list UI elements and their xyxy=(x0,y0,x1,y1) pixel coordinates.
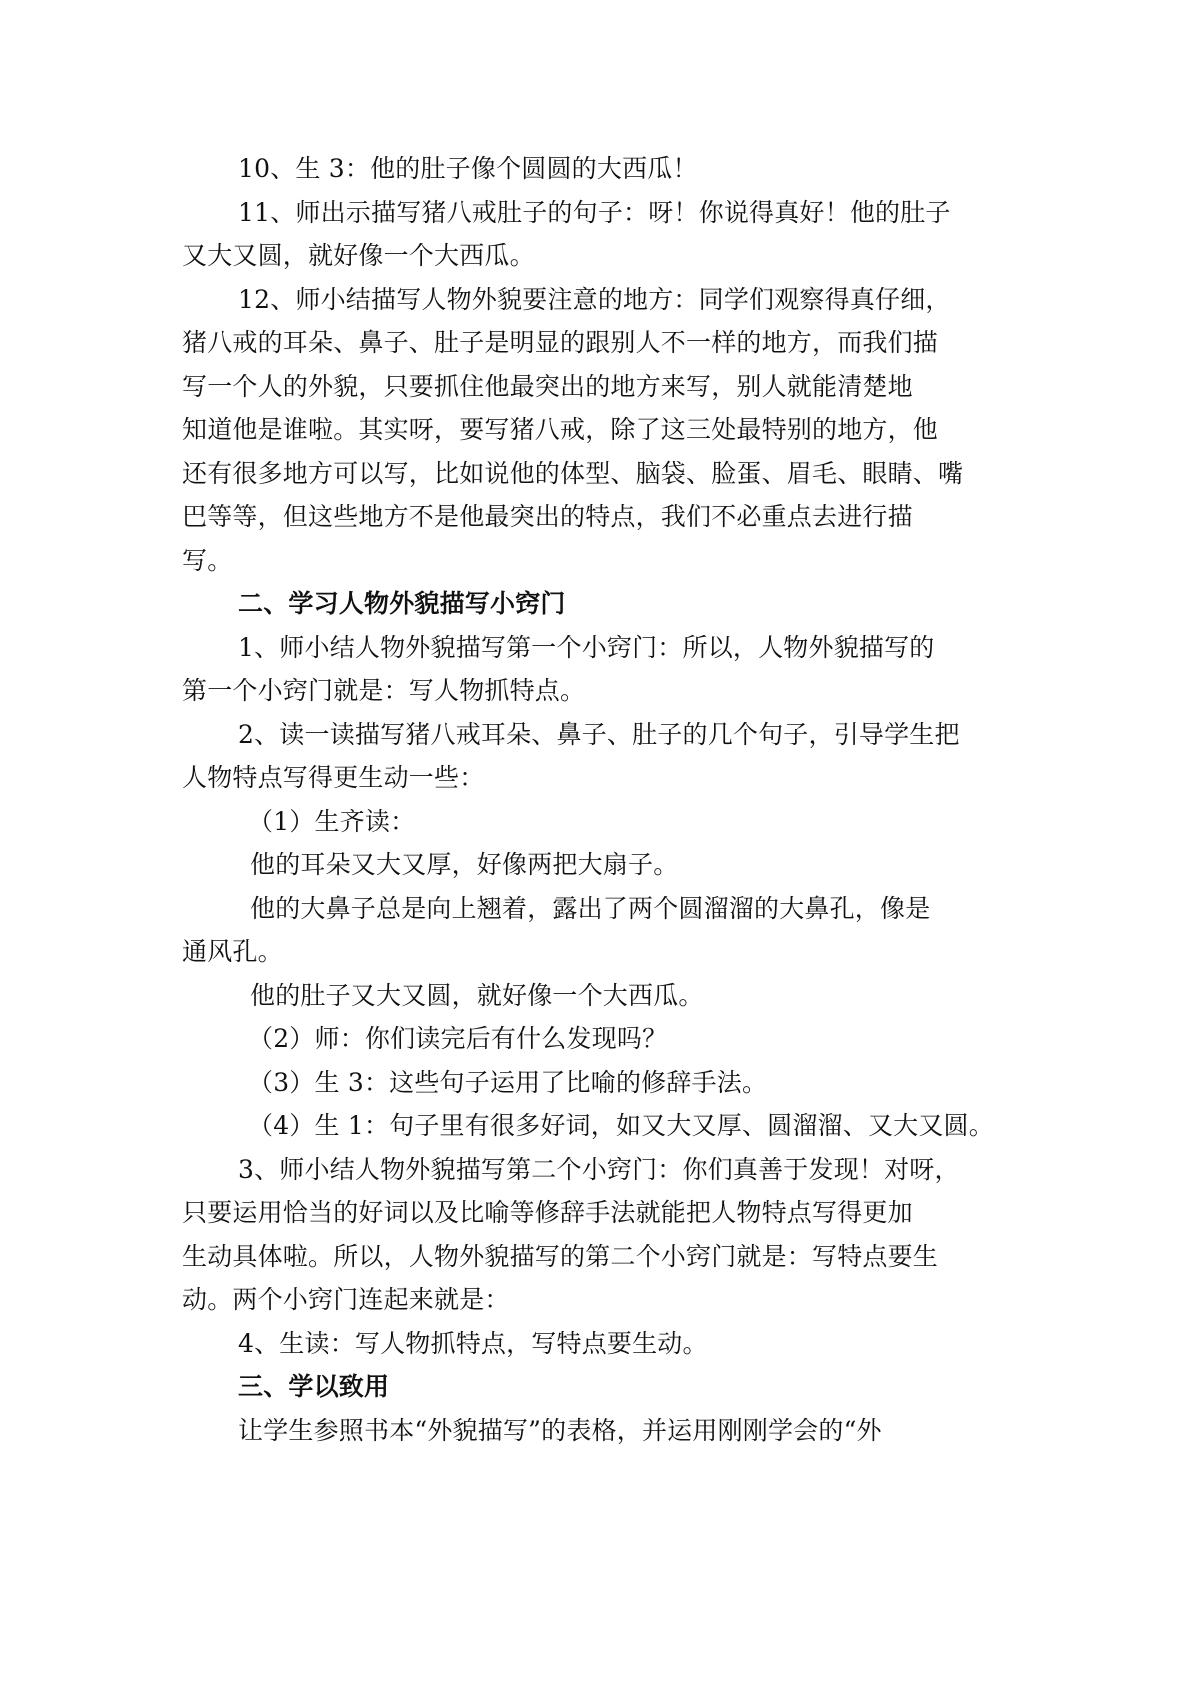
text-line: 他的大鼻子总是向上翘着，露出了两个圆溜溜的大鼻孔，像是 xyxy=(250,894,931,923)
text-line: 动。两个小窍门连起来就是： xyxy=(182,1285,510,1314)
section-heading: 三、学以致用 xyxy=(238,1372,390,1401)
text-line: 生动具体啦。所以，人物外貌描写的第二个小窍门就是：写特点要生 xyxy=(182,1242,939,1271)
text-line: 通风孔。 xyxy=(182,937,283,966)
text-line: 写。 xyxy=(182,546,233,575)
text-line: 猪八戒的耳朵、鼻子、肚子是明显的跟别人不一样的地方，而我们描 xyxy=(182,328,939,357)
text-line: 又大又圆，就好像一个大西瓜。 xyxy=(182,241,535,270)
section-heading: 二、学习人物外貌描写小窍门 xyxy=(238,589,566,618)
text-line: 巴等等，但这些地方不是他最突出的特点，我们不必重点去进行描 xyxy=(182,502,913,531)
text-line: 他的耳朵又大又厚，好像两把大扇子。 xyxy=(250,850,679,879)
text-line: （3）生 3：这些句子运用了比喻的修辞手法。 xyxy=(248,1068,768,1097)
text-line: 12、师小结描写人物外貌要注意的地方：同学们观察得真仔细， xyxy=(238,285,951,314)
text-line: 只要运用恰当的好词以及比喻等修辞手法就能把人物特点写得更加 xyxy=(182,1198,913,1227)
text-line: 人物特点写得更生动一些： xyxy=(182,763,485,792)
text-line: 2、读一读描写猪八戒耳朵、鼻子、肚子的几个句子，引导学生把 xyxy=(238,720,960,749)
text-line: 1、师小结人物外貌描写第一个小窍门：所以，人物外貌描写的 xyxy=(238,633,935,662)
text-line: 3、师小结人物外貌描写第二个小窍门：你们真善于发现！对呀， xyxy=(238,1155,960,1184)
text-line: 还有很多地方可以写，比如说他的体型、脑袋、脸蛋、眉毛、眼睛、嘴 xyxy=(182,459,964,488)
text-line: 让学生参照书本“外貌描写”的表格，并运用刚刚学会的“外 xyxy=(238,1416,882,1445)
text-line: （2）师：你们读完后有什么发现吗？ xyxy=(248,1024,668,1053)
text-line: 11、师出示描写猪八戒肚子的句子：呀！你说得真好！他的肚子 xyxy=(238,198,951,227)
text-line: 他的肚子又大又圆，就好像一个大西瓜。 xyxy=(250,981,704,1010)
text-line: 10、生 3：他的肚子像个圆圆的大西瓜！ xyxy=(238,154,698,183)
text-line: 写一个人的外貌，只要抓住他最突出的地方来写，别人就能清楚地 xyxy=(182,372,913,401)
text-line: 第一个小窍门就是：写人物抓特点。 xyxy=(182,676,586,705)
text-line: 知道他是谁啦。其实呀，要写猪八戒，除了这三处最特别的地方，他 xyxy=(182,415,939,444)
text-line: （1）生齐读： xyxy=(248,807,416,836)
text-line: 4、生读：写人物抓特点，写特点要生动。 xyxy=(238,1329,708,1358)
text-line: （4）生 1：句子里有很多好词，如又大又厚、圆溜溜、又大又圆。 xyxy=(248,1111,994,1140)
